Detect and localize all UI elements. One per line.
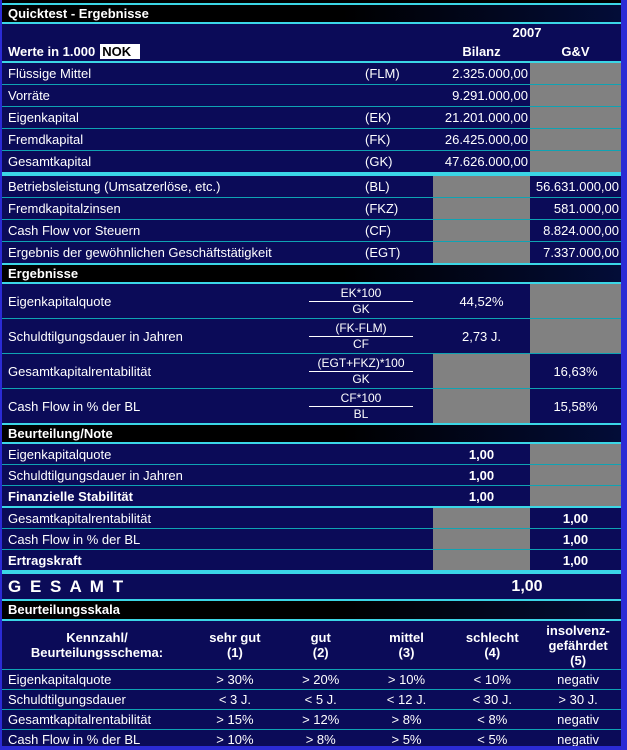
scale-grade-header (449, 630, 535, 660)
gv-rating-cell: 1,00 (562, 552, 589, 568)
scale-row-label: Cash Flow in % der BL (8, 732, 141, 747)
result-label: Schuldtilgungsdauer in Jahren (8, 328, 183, 344)
rating-row (2, 550, 621, 572)
table-row (2, 63, 621, 85)
blocked-cell (530, 486, 621, 506)
blocked-cell (433, 550, 530, 570)
scale-grade-header-line: gefährdet (548, 637, 608, 653)
results-section-title: Ergebnisse (8, 266, 79, 281)
bilanz-result-cell: 44,52% (459, 293, 504, 309)
table-row (2, 151, 621, 172)
row-code (365, 85, 433, 106)
scale-section-title: Beurteilungsskala (8, 602, 120, 617)
results-rows (2, 284, 621, 423)
row-label: Fremdkapital (8, 132, 84, 147)
table-row (2, 176, 621, 198)
formula-denominator: CF (353, 336, 369, 351)
blocked-cell (433, 220, 530, 241)
formula-denominator: BL (353, 406, 369, 421)
result-formula (289, 321, 433, 352)
scale-value: > 30% (216, 672, 254, 687)
rating-label: Eigenkapitalquote (8, 446, 112, 462)
bilanz-value-cell[interactable]: 21.201.000,00 (444, 110, 528, 125)
scale-grade-header-line: mittel (389, 630, 424, 645)
rating-label: Finanzielle Stabilität (8, 488, 133, 504)
row-code: (GK) (365, 154, 393, 169)
formula-numerator: (FK-FLM) (309, 321, 413, 337)
scale-grade-header-line: schlecht (465, 630, 519, 645)
table-row (2, 129, 621, 151)
row-label: Betriebsleistung (Umsatzerlöse, etc.) (8, 179, 221, 194)
scale-grade-header-line: sehr gut (209, 630, 261, 645)
bilanz-rating-cell: 1,00 (468, 446, 495, 462)
scale-value: negativ (557, 732, 600, 747)
result-row (2, 284, 621, 319)
year-header: 2007 (512, 25, 542, 40)
scale-value: < 12 J. (386, 692, 427, 707)
result-row (2, 354, 621, 389)
scale-value: < 5% (477, 732, 508, 747)
column-header-gv: G&V (561, 43, 590, 59)
scale-grade-header-line: (4) (484, 645, 501, 660)
result-label: Gesamtkapitalrentabilität (8, 363, 152, 379)
balance-rows (2, 63, 621, 172)
row-code: (FKZ) (365, 201, 399, 216)
rating-section-title: Beurteilung/Note (8, 426, 113, 441)
table-row (2, 242, 621, 263)
row-label: Ergebnis der gewöhnlichen Geschäftstätigkeit (8, 245, 272, 260)
row-code: (FLM) (365, 66, 400, 81)
blocked-cell (530, 151, 621, 172)
scale-row-label: Eigenkapitalquote (8, 672, 112, 687)
blocked-cell (530, 465, 621, 485)
rating-rows (2, 444, 621, 572)
unit-label: Werte in 1.000 (8, 43, 96, 59)
bilanz-value-cell[interactable]: 47.626.000,00 (444, 154, 528, 169)
scale-value: < 8% (477, 712, 508, 727)
rating-row (2, 444, 621, 465)
bilanz-result-cell: 2,73 J. (461, 328, 502, 344)
gv-value-cell[interactable]: 7.337.000,00 (543, 245, 619, 260)
scale-row (2, 730, 621, 750)
bilanz-rating-cell: 1,00 (468, 488, 495, 504)
profit-loss-rows (2, 176, 621, 263)
scale-value: > 10% (216, 732, 254, 747)
blocked-cell (530, 284, 621, 318)
scale-value: < 5 J. (304, 692, 337, 707)
bilanz-value-cell[interactable]: 9.291.000,00 (452, 88, 528, 103)
result-formula (289, 286, 433, 317)
rating-label: Cash Flow in % der BL (8, 531, 141, 547)
row-label: Gesamtkapital (8, 154, 92, 169)
table-row (2, 107, 621, 129)
scale-header-label (2, 630, 192, 660)
report-title-bar (2, 5, 621, 22)
blocked-cell (530, 107, 621, 128)
gv-result-cell: 15,58% (553, 398, 598, 414)
blocked-cell (433, 176, 530, 197)
scale-rows (2, 670, 621, 750)
scale-grade-header-line: insolvenz- (546, 622, 610, 638)
column-header-bilanz: Bilanz (462, 43, 501, 59)
formula-numerator: (EGT+FKZ)*100 (309, 356, 413, 372)
scale-value: < 3 J. (218, 692, 251, 707)
row-label: Eigenkapital (8, 110, 79, 125)
scale-value: negativ (557, 672, 600, 687)
bilanz-value-cell[interactable]: 2.325.000,00 (452, 66, 528, 81)
rating-row (2, 465, 621, 486)
scale-grade-header (364, 630, 450, 660)
scale-value: > 12% (302, 712, 340, 727)
row-label: Fremdkapitalzinsen (8, 201, 121, 216)
total-label: G E S A M T (8, 576, 126, 596)
row-code: (EK) (365, 110, 391, 125)
bilanz-rating-cell: 1,00 (468, 467, 495, 483)
result-label: Cash Flow in % der BL (8, 398, 141, 414)
scale-section-bar (2, 601, 621, 619)
scale-value: > 30 J. (558, 692, 598, 707)
row-code: (BL) (365, 179, 390, 194)
row-code: (CF) (365, 223, 391, 238)
row-code: (EGT) (365, 245, 401, 260)
rating-row (2, 486, 621, 508)
formula-numerator: CF*100 (309, 391, 413, 407)
formula-numerator: EK*100 (309, 286, 413, 302)
scale-grade-header-line: (5) (570, 652, 587, 668)
scale-row (2, 710, 621, 730)
table-row (2, 198, 621, 220)
blocked-cell (433, 198, 530, 219)
scale-value: > 10% (387, 672, 426, 687)
blocked-cell (433, 389, 530, 423)
row-label: Vorräte (8, 88, 50, 103)
scale-value: > 15% (216, 712, 254, 727)
blocked-cell (530, 444, 621, 464)
gv-rating-cell: 1,00 (562, 531, 589, 547)
blocked-cell (433, 529, 530, 549)
scale-value: < 10% (473, 672, 511, 687)
scale-value: > 20% (302, 672, 340, 687)
gv-rating-cell: 1,00 (562, 510, 589, 526)
table-row (2, 85, 621, 107)
row-code: (FK) (365, 132, 391, 147)
gv-value-cell[interactable]: 56.631.000,00 (535, 179, 619, 194)
result-label: Eigenkapitalquote (8, 293, 112, 309)
rating-label: Ertragskraft (8, 552, 82, 568)
scale-value: < 30 J. (472, 692, 512, 707)
total-value: 1,00 (511, 577, 543, 595)
blocked-cell (530, 63, 621, 84)
results-section-bar (2, 265, 621, 282)
bilanz-value-cell[interactable]: 26.425.000,00 (444, 132, 528, 147)
scale-value: negativ (557, 712, 600, 727)
row-label: Flüssige Mittel (8, 66, 92, 81)
scale-header-label-line: Beurteilungsschema: (30, 645, 164, 660)
column-header-block (2, 24, 621, 61)
gv-result-cell: 16,63% (553, 363, 598, 379)
scale-header-label-line: Kennzahl/ (66, 630, 128, 645)
blocked-cell (530, 319, 621, 353)
scale-row-label: Gesamtkapitalrentabilität (8, 712, 152, 727)
currency-input-cell[interactable]: NOK (100, 44, 140, 59)
rating-label: Schuldtilgungsdauer in Jahren (8, 467, 183, 483)
gv-value-cell[interactable]: 581.000,00 (553, 201, 619, 216)
blocked-cell (433, 354, 530, 388)
scale-grade-header (535, 623, 621, 668)
formula-denominator: GK (352, 301, 370, 316)
scale-row (2, 690, 621, 710)
scale-grade-header-line: (1) (226, 645, 243, 660)
result-row (2, 319, 621, 354)
table-row (2, 220, 621, 242)
rating-row (2, 529, 621, 550)
result-formula (289, 391, 433, 422)
scale-grade-header (278, 630, 364, 660)
scale-grade-header-line: (2) (312, 645, 329, 660)
report-title: Quicktest - Ergebnisse (8, 6, 149, 21)
scale-row-label: Schuldtilgungsdauer (8, 692, 126, 707)
rating-label: Gesamtkapitalrentabilität (8, 510, 152, 526)
scale-value: > 8% (391, 712, 422, 727)
result-formula (289, 356, 433, 387)
scale-grade-header-line: (3) (398, 645, 415, 660)
scale-row (2, 670, 621, 690)
row-label: Cash Flow vor Steuern (8, 223, 141, 238)
rating-section-bar (2, 425, 621, 442)
scale-value: > 5% (391, 732, 422, 747)
blocked-cell (530, 129, 621, 150)
rating-row (2, 508, 621, 529)
blocked-cell (433, 508, 530, 528)
unit-label-cell (2, 44, 365, 59)
scale-grade-header-line: gut (310, 630, 331, 645)
scale-grade-header (192, 630, 278, 660)
formula-denominator: GK (352, 371, 370, 386)
scale-header-row (2, 621, 621, 669)
blocked-cell (433, 242, 530, 263)
result-row (2, 389, 621, 423)
gv-value-cell[interactable]: 8.824.000,00 (543, 223, 619, 238)
blocked-cell (530, 85, 621, 106)
scale-value: > 8% (305, 732, 336, 747)
total-row (2, 574, 621, 599)
